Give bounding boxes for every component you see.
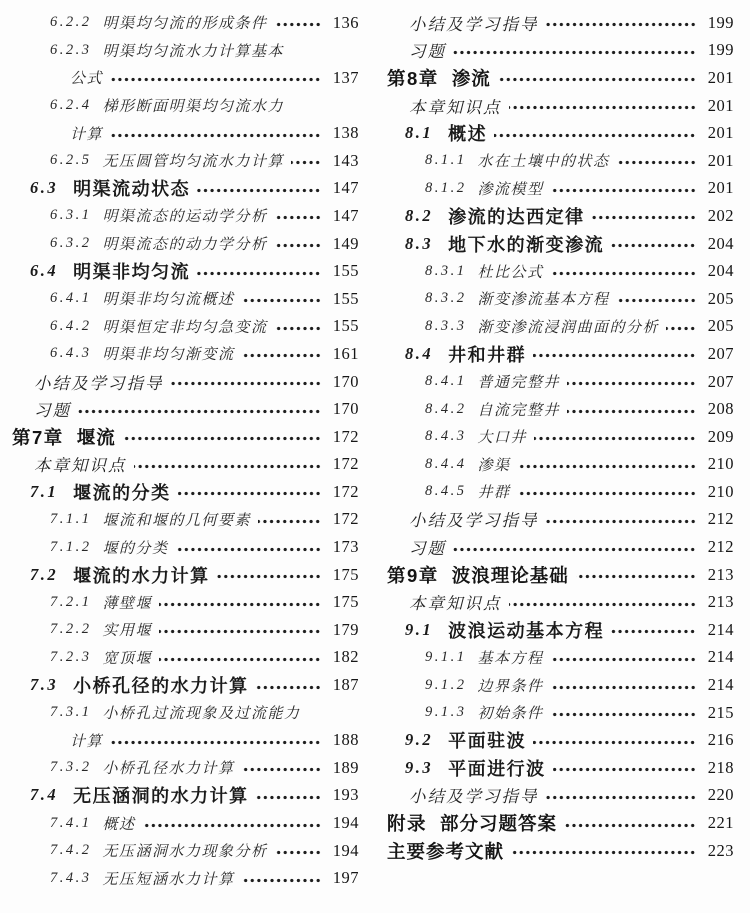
dot-leader <box>123 434 321 443</box>
toc-entry-title: 小结及学习指导 <box>34 373 164 393</box>
toc-row <box>387 175 734 203</box>
toc-row <box>12 644 359 672</box>
toc-entry-title: 习题 <box>409 539 446 559</box>
toc-row <box>12 726 359 754</box>
toc-entry-title: 杜比公式 <box>477 264 544 281</box>
toc-entry-title: 小桥孔径的水力计算 <box>73 676 249 697</box>
dot-leader <box>242 876 321 885</box>
toc-entry-page: 172 <box>332 426 359 446</box>
toc-entry-title: 大口井 <box>477 430 528 447</box>
toc-entry-page: 173 <box>332 537 359 557</box>
toc-entry-number: 9.1 <box>405 619 434 639</box>
dot-leader <box>546 517 697 526</box>
dot-leader <box>592 213 696 222</box>
toc-row <box>12 175 359 203</box>
toc-entry-page: 221 <box>707 813 734 833</box>
toc-entry-page: 155 <box>332 316 359 336</box>
toc-entry-page: 213 <box>707 564 734 584</box>
toc-row <box>387 478 734 506</box>
toc-row <box>387 9 734 37</box>
toc-entry-title: 渗渠 <box>477 457 511 474</box>
dot-leader <box>275 20 321 29</box>
toc-entry-number: 8.3.2 <box>425 290 467 307</box>
toc-row <box>387 616 734 644</box>
toc-entry-number: 7.4.2 <box>50 842 92 859</box>
toc-column-right <box>375 0 750 913</box>
toc-entry-page: 170 <box>332 371 359 391</box>
toc-entry-number: 8.1 <box>405 123 434 143</box>
toc-entry-page: 208 <box>707 399 734 419</box>
toc-row <box>387 285 734 313</box>
dot-leader <box>217 572 321 581</box>
toc-entry-number: 6.3.2 <box>50 235 92 252</box>
toc-entry-title: 小桥孔过流现象及过流能力 <box>102 706 301 723</box>
dot-leader <box>533 738 696 747</box>
toc-entry-title: 明渠非均匀流概述 <box>102 292 235 309</box>
toc-entry-number: 第9章 <box>387 564 439 586</box>
toc-entry-page: 214 <box>707 647 734 667</box>
toc-entry-page: 210 <box>707 454 734 474</box>
toc-row <box>387 506 734 534</box>
toc-entry-number: 7.1.2 <box>50 538 92 555</box>
dot-leader <box>171 379 322 388</box>
toc-entry-title: 堰流 <box>76 426 116 448</box>
toc-entry-page: 210 <box>707 481 734 501</box>
toc-entry-page: 175 <box>332 564 359 584</box>
toc-row <box>12 230 359 258</box>
toc-entry-page: 143 <box>332 150 359 170</box>
dot-leader <box>197 186 321 195</box>
dot-leader <box>134 462 322 471</box>
toc-entry-page: 216 <box>707 730 734 750</box>
toc-entry-title: 自流完整井 <box>477 402 561 419</box>
toc-entry-title: 小结及学习指导 <box>409 14 539 34</box>
toc-row <box>12 119 359 147</box>
toc-entry-number: 9.3 <box>405 757 434 777</box>
toc-entry-page: 172 <box>332 454 359 474</box>
toc-row <box>12 782 359 810</box>
toc-entry-number: 8.1.1 <box>425 152 467 169</box>
toc-entry-number: 附录 <box>387 813 428 835</box>
dot-leader <box>666 324 696 333</box>
toc-entry-page: 202 <box>707 205 734 225</box>
dot-leader <box>197 269 321 278</box>
toc-entry-page: 207 <box>707 343 734 363</box>
toc-row <box>12 451 359 479</box>
toc-entry-number: 6.3 <box>30 178 59 198</box>
dot-leader <box>258 517 321 526</box>
toc-entry-title: 堰流的分类 <box>73 482 171 503</box>
toc-row <box>12 506 359 534</box>
toc-entry-title: 公式 <box>70 71 104 88</box>
toc-entry-title: 实用堰 <box>102 623 153 640</box>
toc-entry-number: 8.4.2 <box>425 400 467 417</box>
dot-leader <box>518 489 696 498</box>
dot-leader <box>551 710 696 719</box>
dot-leader <box>256 683 321 692</box>
toc-entry-title: 井群 <box>477 485 511 502</box>
toc-entry-title: 部分习题答案 <box>440 813 558 835</box>
toc-entry-page: 161 <box>332 343 359 363</box>
toc-entry-number: 7.2.2 <box>50 621 92 638</box>
toc-entry-title: 习题 <box>34 401 71 421</box>
toc-row <box>387 119 734 147</box>
dot-leader <box>242 296 321 305</box>
toc-entry-title: 小结及学习指导 <box>409 511 539 531</box>
toc-row <box>387 754 734 782</box>
toc-entry-title: 无压短涵水力计算 <box>102 871 235 888</box>
toc-entry-title: 明渠非均匀渐变流 <box>102 347 235 364</box>
toc-row <box>387 588 734 616</box>
dot-leader <box>551 655 696 664</box>
toc-entry-number: 7.1 <box>30 481 59 501</box>
toc-entry-number: 6.2.5 <box>50 152 92 169</box>
toc-entry-title: 梯形断面明渠均匀流水力 <box>102 99 285 116</box>
dot-leader <box>256 793 321 802</box>
dot-leader <box>533 351 696 360</box>
dot-leader <box>291 103 321 112</box>
dot-leader <box>110 131 321 140</box>
dot-leader <box>275 848 321 857</box>
dot-leader <box>291 48 321 57</box>
toc-row <box>12 368 359 396</box>
dot-leader <box>308 710 321 719</box>
toc-row <box>12 671 359 699</box>
toc-entry-page: 193 <box>332 785 359 805</box>
toc-entry-page: 175 <box>332 592 359 612</box>
toc-entry-title: 明渠流态的运动学分析 <box>102 209 268 226</box>
toc-entry-page: 214 <box>707 619 734 639</box>
dot-leader <box>553 765 696 774</box>
toc-entry-page: 201 <box>707 150 734 170</box>
dot-leader <box>611 627 696 636</box>
toc-entry-title: 宽顶堰 <box>102 650 153 667</box>
toc-row <box>387 423 734 451</box>
toc-entry-title: 无压圆管均匀流水力计算 <box>102 154 285 171</box>
toc-entry-number: 7.1.1 <box>50 510 92 527</box>
toc-entry-number: 7.2.1 <box>50 593 92 610</box>
dot-leader <box>159 600 321 609</box>
dot-leader <box>564 821 696 830</box>
dot-leader <box>498 75 696 84</box>
toc-entry-page: 209 <box>707 426 734 446</box>
dot-leader <box>617 158 696 167</box>
toc-entry-title: 无压涵洞的水力计算 <box>73 786 249 807</box>
toc-entry-title: 边界条件 <box>477 678 544 695</box>
toc-row <box>387 782 734 810</box>
toc-row <box>387 202 734 230</box>
dot-leader <box>611 241 696 250</box>
dot-leader <box>511 848 696 857</box>
dot-leader <box>509 600 697 609</box>
toc-entry-title: 初始条件 <box>477 706 544 723</box>
toc-row <box>12 864 359 892</box>
toc-row <box>12 313 359 341</box>
toc-entry-title: 薄壁堰 <box>102 595 153 612</box>
toc-entry-page: 188 <box>332 730 359 750</box>
toc-entry-title: 渐变渗流基本方程 <box>477 292 610 309</box>
dot-leader <box>546 793 697 802</box>
toc-entry-page: 194 <box>332 840 359 860</box>
toc-entry-number: 7.4.3 <box>50 869 92 886</box>
toc-entry-page: 220 <box>707 785 734 805</box>
toc-entry-title: 普通完整井 <box>477 375 561 392</box>
toc-row <box>12 588 359 616</box>
toc-row <box>12 616 359 644</box>
toc-entry-title: 计算 <box>70 126 104 143</box>
toc-entry-number: 9.2 <box>405 730 434 750</box>
dot-leader <box>275 324 321 333</box>
dot-leader <box>159 655 321 664</box>
toc-row <box>387 726 734 754</box>
dot-leader <box>242 351 321 360</box>
toc-entry-title: 渗流 <box>451 67 491 89</box>
toc-entry-number: 7.2.3 <box>50 648 92 665</box>
toc-entry-number: 6.2.4 <box>50 97 92 114</box>
toc-row <box>387 92 734 120</box>
dot-leader <box>453 545 696 554</box>
toc-entry-number: 9.1.1 <box>425 648 467 665</box>
toc-entry-title: 渗流模型 <box>477 181 544 198</box>
toc-entry-page: 199 <box>707 12 734 32</box>
toc-entry-title: 计算 <box>70 733 104 750</box>
toc-row <box>12 699 359 727</box>
toc-entry-number: 8.3 <box>405 233 434 253</box>
toc-entry-title: 明渠恒定非均匀急变流 <box>102 319 268 336</box>
toc-entry-page: 194 <box>332 813 359 833</box>
toc-entry-number: 6.4.3 <box>50 345 92 362</box>
toc-entry-number: 7.4.1 <box>50 814 92 831</box>
toc-entry-page: 138 <box>332 123 359 143</box>
toc-entry-page: 172 <box>332 509 359 529</box>
toc-entry-title: 明渠均匀流水力计算基本 <box>102 43 285 60</box>
toc-entry-title: 主要参考文献 <box>387 840 505 862</box>
toc-entry-title: 渗流的达西定律 <box>448 206 585 227</box>
toc-entry-page: 201 <box>707 123 734 143</box>
toc-entry-title: 明渠均匀流的形成条件 <box>102 16 268 33</box>
toc-entry-title: 渐变渗流浸润曲面的分析 <box>477 319 660 336</box>
toc-entry-number: 8.4.1 <box>425 373 467 390</box>
toc-entry-number: 9.1.3 <box>425 704 467 721</box>
toc-entry-page: 215 <box>707 702 734 722</box>
toc-entry-title: 本章知识点 <box>34 456 127 476</box>
toc-entry-title: 无压涵洞水力现象分析 <box>102 844 268 861</box>
toc-row <box>387 37 734 65</box>
toc-entry-page: 189 <box>332 757 359 777</box>
toc-row <box>12 754 359 782</box>
toc-entry-page: 213 <box>707 592 734 612</box>
dot-leader <box>143 821 321 830</box>
toc-entry-page: 212 <box>707 509 734 529</box>
dot-leader <box>534 434 696 443</box>
toc-entry-title: 波浪运动基本方程 <box>448 620 605 641</box>
dot-leader <box>518 462 696 471</box>
toc-row <box>387 368 734 396</box>
toc-entry-title: 井和井群 <box>448 344 527 365</box>
toc-entry-title: 地下水的渐变渗流 <box>448 234 605 255</box>
toc-entry-number: 7.2 <box>30 564 59 584</box>
toc-entry-page: 205 <box>707 288 734 308</box>
toc-entry-title: 水在土壤中的状态 <box>477 154 610 171</box>
toc-row <box>12 423 359 451</box>
toc-entry-number: 7.4 <box>30 785 59 805</box>
toc-entry-number: 6.4.2 <box>50 317 92 334</box>
toc-entry-title: 习题 <box>409 42 446 62</box>
dot-leader <box>567 379 696 388</box>
toc-entry-number: 8.4.5 <box>425 483 467 500</box>
toc-entry-number: 8.2 <box>405 205 434 225</box>
toc-entry-number: 6.4.1 <box>50 290 92 307</box>
toc-entry-title: 波浪理论基础 <box>451 564 569 586</box>
toc-entry-number: 8.4.3 <box>425 428 467 445</box>
toc-entry-page: 218 <box>707 757 734 777</box>
toc-entry-title: 小结及学习指导 <box>409 787 539 807</box>
toc-entry-page: 137 <box>332 67 359 87</box>
toc-entry-number: 8.3.3 <box>425 317 467 334</box>
toc-row <box>387 230 734 258</box>
dot-leader <box>567 407 696 416</box>
dot-leader <box>275 241 321 250</box>
toc-entry-number: 第7章 <box>12 426 64 448</box>
toc-entry-number: 6.2.2 <box>50 14 92 31</box>
toc-entry-number: 8.4 <box>405 343 434 363</box>
toc-row <box>387 257 734 285</box>
toc-row <box>12 202 359 230</box>
toc-entry-title: 平面进行波 <box>448 758 546 779</box>
toc-row <box>12 561 359 589</box>
toc-entry-page: 197 <box>332 868 359 888</box>
dot-leader <box>178 489 321 498</box>
dot-leader <box>617 296 696 305</box>
toc-row <box>387 837 734 865</box>
toc-row <box>387 395 734 423</box>
toc-row <box>12 92 359 120</box>
toc-row <box>12 64 359 92</box>
dot-leader <box>242 765 321 774</box>
dot-leader <box>110 75 321 84</box>
toc-entry-page: 205 <box>707 316 734 336</box>
toc-row <box>12 285 359 313</box>
toc-entry-page: 199 <box>707 40 734 60</box>
dot-leader <box>546 20 697 29</box>
toc-row <box>12 809 359 837</box>
toc-entry-number: 6.3.1 <box>50 207 92 224</box>
toc-row <box>387 64 734 92</box>
toc-entry-page: 182 <box>332 647 359 667</box>
toc-row <box>387 671 734 699</box>
dot-leader <box>110 738 321 747</box>
dot-leader <box>551 269 696 278</box>
toc-entry-page: 172 <box>332 481 359 501</box>
toc-entry-number: 8.4.4 <box>425 455 467 472</box>
dot-leader <box>291 158 321 167</box>
toc-entry-number: 9.1.2 <box>425 676 467 693</box>
dot-leader <box>275 213 321 222</box>
toc-row <box>12 837 359 865</box>
toc-entry-title: 小桥孔径水力计算 <box>102 761 235 778</box>
toc-row <box>12 147 359 175</box>
toc-entry-title: 本章知识点 <box>409 594 502 614</box>
toc-row <box>12 340 359 368</box>
toc-entry-title: 堰流的水力计算 <box>73 565 210 586</box>
toc-row <box>387 147 734 175</box>
toc-entry-title: 概述 <box>448 124 488 145</box>
toc-entry-page: 179 <box>332 619 359 639</box>
toc-entry-title: 明渠非均匀流 <box>73 262 191 283</box>
toc-entry-page: 147 <box>332 205 359 225</box>
toc-entry-page: 201 <box>707 95 734 115</box>
toc-entry-title: 明渠流动状态 <box>73 179 191 200</box>
toc-entry-number: 7.3.2 <box>50 759 92 776</box>
dot-leader <box>551 186 696 195</box>
toc-entry-title: 明渠流态的动力学分析 <box>102 237 268 254</box>
toc-row <box>12 533 359 561</box>
toc-entry-page: 187 <box>332 675 359 695</box>
toc-entry-number: 6.2.3 <box>50 41 92 58</box>
toc-entry-title: 堰流和堰的几何要素 <box>102 512 252 529</box>
toc-row <box>12 37 359 65</box>
toc-entry-title: 平面驻波 <box>448 731 527 752</box>
dot-leader <box>453 48 696 57</box>
toc-entry-page: 214 <box>707 675 734 695</box>
dot-leader <box>494 131 696 140</box>
toc-entry-page: 204 <box>707 233 734 253</box>
toc-entry-title: 本章知识点 <box>409 97 502 117</box>
toc-entry-number: 7.3 <box>30 675 59 695</box>
toc-row <box>12 257 359 285</box>
dot-leader <box>159 627 321 636</box>
toc-entry-number: 第8章 <box>387 67 439 89</box>
toc-entry-page: 170 <box>332 399 359 419</box>
toc-entry-page: 155 <box>332 261 359 281</box>
toc-row <box>387 644 734 672</box>
toc-row <box>387 809 734 837</box>
toc-row <box>387 451 734 479</box>
toc-entry-title: 概述 <box>102 816 136 833</box>
toc-entry-page: 212 <box>707 537 734 557</box>
dot-leader <box>509 103 697 112</box>
dot-leader <box>576 572 696 581</box>
toc-entry-number: 8.1.2 <box>425 179 467 196</box>
toc-row <box>12 9 359 37</box>
toc-entry-title: 堰的分类 <box>102 540 169 557</box>
toc-entry-page: 149 <box>332 233 359 253</box>
toc-entry-number: 6.4 <box>30 261 59 281</box>
toc-entry-page: 207 <box>707 371 734 391</box>
toc-entry-page: 136 <box>332 12 359 32</box>
toc-entry-page: 204 <box>707 261 734 281</box>
toc-entry-page: 147 <box>332 178 359 198</box>
toc-row <box>387 699 734 727</box>
dot-leader <box>78 407 321 416</box>
toc-entry-title: 基本方程 <box>477 650 544 667</box>
toc-row <box>387 561 734 589</box>
toc-row <box>387 340 734 368</box>
dot-leader <box>176 545 321 554</box>
toc-entry-page: 155 <box>332 288 359 308</box>
toc-entry-page: 201 <box>707 67 734 87</box>
toc-entry-number: 8.3.1 <box>425 262 467 279</box>
toc-row <box>387 533 734 561</box>
toc-row <box>12 478 359 506</box>
toc-row <box>387 313 734 341</box>
toc-row <box>12 395 359 423</box>
toc-entry-page: 223 <box>707 840 734 860</box>
toc-entry-number: 7.3.1 <box>50 704 92 721</box>
dot-leader <box>551 683 696 692</box>
toc-entry-page: 201 <box>707 178 734 198</box>
